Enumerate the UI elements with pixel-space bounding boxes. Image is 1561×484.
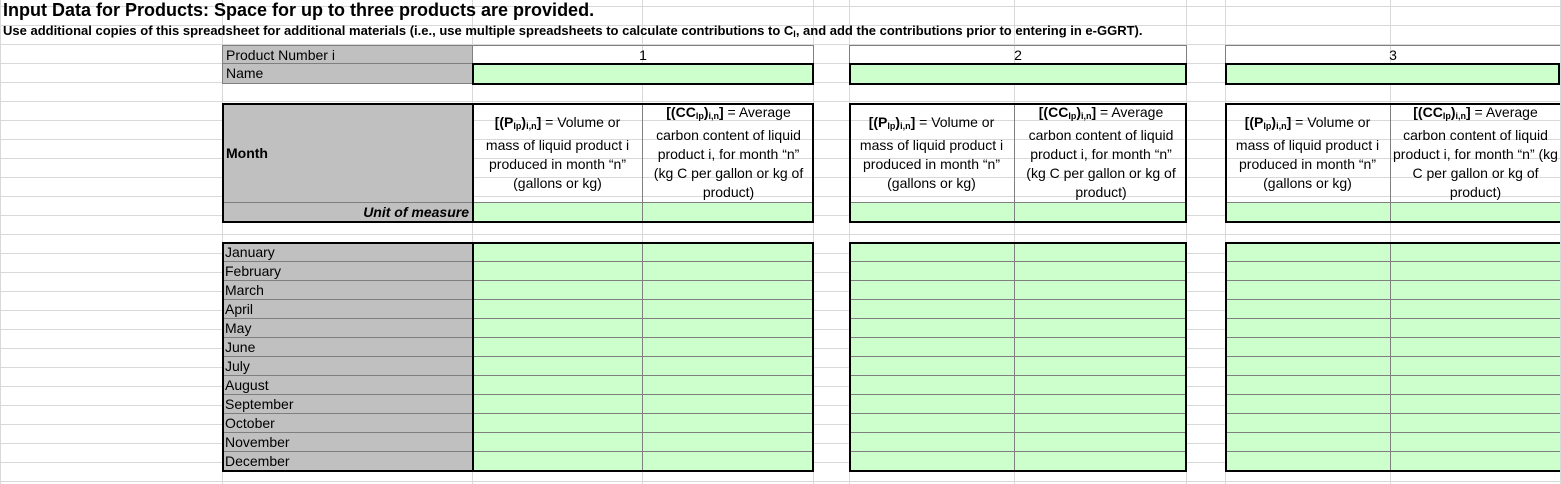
month-input-cell[interactable] — [643, 243, 814, 262]
month-row-label: June — [222, 338, 473, 357]
month-input-cell[interactable] — [1225, 357, 1391, 376]
month-input-cell[interactable] — [849, 414, 1015, 433]
col-header-cc-product-1: $[(CC_{lp})_{i,n}]$ = Average carbon content of liquid product i, for month “n” (kg C per gallon or kg of product) — [653, 104, 804, 200]
month-row-label: May — [222, 319, 473, 338]
month-input-cell[interactable] — [473, 357, 643, 376]
month-input-cell[interactable] — [473, 395, 643, 414]
month-input-cell[interactable] — [1225, 243, 1391, 262]
name-input-product-2[interactable] — [849, 64, 1187, 84]
month-input-cell[interactable] — [643, 300, 814, 319]
month-input-cell[interactable] — [1225, 376, 1391, 395]
unit-of-measure-label: Unit of measure — [222, 202, 473, 222]
col-header-p-product-3: $[(P_{lp})_{i,n}]$ = Volume or mass of liquid product i produced in month “n” (gallons or kg) — [1225, 103, 1391, 202]
product-number-label: Product Number i — [222, 45, 473, 64]
month-input-cell[interactable] — [643, 452, 814, 471]
month-row-label: April — [222, 300, 473, 319]
product-number-3: 3 — [1225, 45, 1560, 64]
name-input-product-3[interactable] — [1225, 64, 1560, 84]
month-input-cell[interactable] — [1015, 338, 1187, 357]
month-input-cell[interactable] — [1225, 433, 1391, 452]
month-input-cell[interactable] — [849, 376, 1015, 395]
month-input-cell[interactable] — [473, 243, 643, 262]
col-header-cc-product-3: $[(CC_{lp})_{i,n}]$ = Average carbon content of liquid product i, for month “n” (kg C per gallon or kg of product) — [1393, 104, 1558, 200]
page-title: Input Data for Products: Space for up to three products are provided. — [3, 0, 595, 20]
col-header-p-product-2: $[(P_{lp})_{i,n}]$ = Volume or mass of liquid product i produced in month “n” (gallons or kg) — [849, 103, 1015, 202]
month-input-cell[interactable] — [849, 243, 1015, 262]
month-input-cell[interactable] — [643, 376, 814, 395]
month-input-cell[interactable] — [643, 414, 814, 433]
month-input-cell[interactable] — [473, 300, 643, 319]
month-input-cell[interactable] — [643, 338, 814, 357]
month-input-cell[interactable] — [643, 319, 814, 338]
month-input-cell[interactable] — [1225, 338, 1391, 357]
unit-input-p-product-1[interactable] — [473, 202, 643, 222]
month-input-cell[interactable] — [1015, 414, 1187, 433]
month-input-cell[interactable] — [849, 300, 1015, 319]
month-header: Month — [222, 103, 473, 202]
month-row-label: October — [222, 414, 473, 433]
month-input-cell[interactable] — [1015, 281, 1187, 300]
month-input-cell[interactable] — [849, 395, 1015, 414]
month-input-cell[interactable] — [1015, 262, 1187, 281]
month-input-cell[interactable] — [849, 262, 1015, 281]
month-row-label: August — [222, 376, 473, 395]
month-input-cell[interactable] — [849, 452, 1015, 471]
month-input-cell[interactable] — [473, 414, 643, 433]
month-input-cell[interactable] — [1015, 376, 1187, 395]
month-input-cell[interactable] — [1391, 300, 1560, 319]
month-input-cell[interactable] — [1391, 338, 1560, 357]
month-input-cell[interactable] — [473, 262, 643, 281]
product-number-1: 1 — [473, 45, 814, 64]
month-input-cell[interactable] — [473, 452, 643, 471]
month-input-cell[interactable] — [1391, 262, 1560, 281]
unit-input-cc-product-1[interactable] — [643, 202, 814, 222]
unit-input-cc-product-3[interactable] — [1391, 202, 1560, 222]
month-input-cell[interactable] — [1015, 300, 1187, 319]
month-input-cell[interactable] — [1391, 376, 1560, 395]
month-input-cell[interactable] — [849, 357, 1015, 376]
month-input-cell[interactable] — [1225, 262, 1391, 281]
month-input-cell[interactable] — [1225, 395, 1391, 414]
month-input-cell[interactable] — [473, 376, 643, 395]
month-input-cell[interactable] — [1015, 395, 1187, 414]
month-input-cell[interactable] — [643, 281, 814, 300]
col-header-p-product-1: $[(P_{lp})_{i,n}]$ = Volume or mass of liquid product i produced in month “n” (gallons or kg) — [473, 103, 643, 202]
name-input-product-1[interactable] — [473, 64, 814, 84]
month-input-cell[interactable] — [849, 433, 1015, 452]
month-input-cell[interactable] — [1391, 243, 1560, 262]
month-input-cell[interactable] — [643, 433, 814, 452]
month-row-label: December — [222, 452, 473, 471]
month-row-label: February — [222, 262, 473, 281]
month-input-cell[interactable] — [1225, 414, 1391, 433]
unit-input-p-product-2[interactable] — [849, 202, 1015, 222]
month-row-label: July — [222, 357, 473, 376]
unit-input-cc-product-2[interactable] — [1015, 202, 1187, 222]
month-input-cell[interactable] — [473, 433, 643, 452]
product-number-2: 2 — [849, 45, 1187, 64]
month-input-cell[interactable] — [643, 357, 814, 376]
month-input-cell[interactable] — [1015, 357, 1187, 376]
month-input-cell[interactable] — [849, 319, 1015, 338]
month-input-cell[interactable] — [1391, 433, 1560, 452]
month-input-cell[interactable] — [1391, 395, 1560, 414]
month-input-cell[interactable] — [1391, 319, 1560, 338]
month-input-cell[interactable] — [1391, 357, 1560, 376]
month-input-cell[interactable] — [1391, 281, 1560, 300]
month-input-cell[interactable] — [643, 395, 814, 414]
month-input-cell[interactable] — [1015, 319, 1187, 338]
name-label: Name — [222, 64, 473, 84]
month-row-label: November — [222, 433, 473, 452]
month-input-cell[interactable] — [1391, 414, 1560, 433]
page-subtitle: Use additional copies of this spreadsheet for additional materials (i.e., use multiple spreadsheets to calculate contributions to $C_l$, and add the contributions prior to entering in e-GGRT). — [3, 23, 1143, 39]
month-input-cell[interactable] — [1225, 281, 1391, 300]
col-header-cc-product-2: $[(CC_{lp})_{i,n}]$ = Average carbon content of liquid product i, for month “n” (kg C per gallon or kg of product) — [1026, 104, 1176, 200]
month-input-cell[interactable] — [849, 338, 1015, 357]
month-input-cell[interactable] — [1015, 243, 1187, 262]
month-input-cell[interactable] — [1225, 452, 1391, 471]
month-input-cell[interactable] — [1015, 433, 1187, 452]
month-input-cell[interactable] — [1225, 319, 1391, 338]
month-input-cell[interactable] — [1391, 452, 1560, 471]
month-input-cell[interactable] — [473, 338, 643, 357]
month-input-cell[interactable] — [643, 262, 814, 281]
unit-input-p-product-3[interactable] — [1225, 202, 1391, 222]
month-row-label: January — [222, 243, 473, 262]
month-input-cell[interactable] — [473, 281, 643, 300]
month-input-cell[interactable] — [849, 281, 1015, 300]
month-input-cell[interactable] — [1015, 452, 1187, 471]
month-input-cell[interactable] — [1225, 300, 1391, 319]
month-input-cell[interactable] — [473, 319, 643, 338]
month-row-label: March — [222, 281, 473, 300]
month-row-label: September — [222, 395, 473, 414]
